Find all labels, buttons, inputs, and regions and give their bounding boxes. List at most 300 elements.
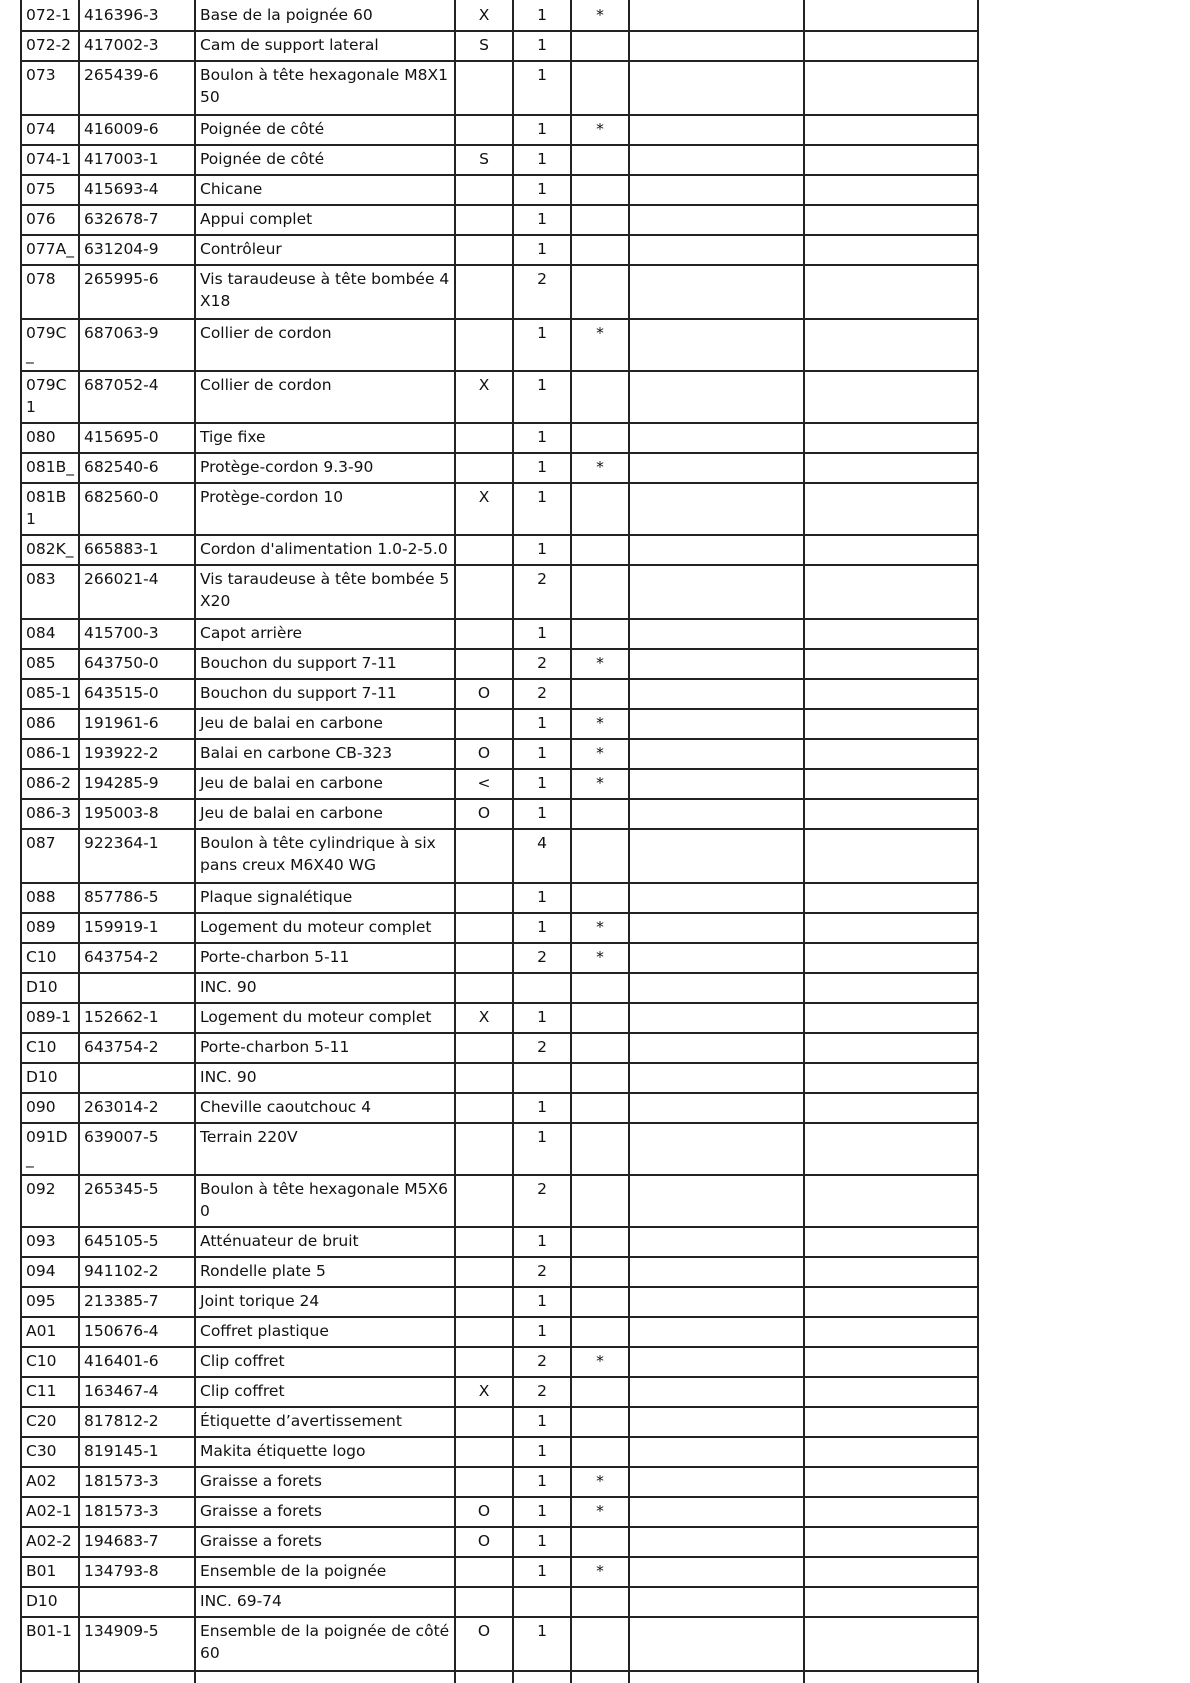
description-cell: Ensemble de la poignée: [195, 1557, 455, 1587]
item-number-cell: A02: [21, 1467, 79, 1497]
table-row: [21, 1227, 978, 1257]
part-number-cell: 817812-2: [79, 1407, 195, 1437]
part-number-cell: 194285-9: [79, 769, 195, 799]
marker-cell: *: [571, 709, 629, 739]
description-cell: Appui complet: [195, 205, 455, 235]
quantity-cell: 2: [513, 1175, 571, 1227]
table-row: [21, 115, 978, 145]
description-cell: Jeu de balai en carbone: [195, 769, 455, 799]
empty-cell: [804, 1527, 978, 1557]
empty-cell: [629, 739, 804, 769]
empty-cell: [629, 1003, 804, 1033]
quantity-cell: 1: [513, 1227, 571, 1257]
part-number-cell: 682560-0: [79, 483, 195, 535]
part-number-cell: 152662-1: [79, 1003, 195, 1033]
table-row: [21, 1617, 978, 1671]
empty-cell: [804, 145, 978, 175]
description-cell: Contrôleur: [195, 235, 455, 265]
part-number-cell: 193922-2: [79, 739, 195, 769]
empty-cell: [804, 973, 978, 1003]
description-cell: Boulon à tête hexagonale M5X60: [195, 1175, 455, 1227]
quantity-cell: 1: [513, 1467, 571, 1497]
quantity-cell: 1: [513, 769, 571, 799]
table-row: [21, 1407, 978, 1437]
option-code-cell: X: [455, 0, 513, 31]
empty-cell: [629, 1123, 804, 1175]
part-number-cell: 194683-7: [79, 1527, 195, 1557]
description-cell: Logement du moteur complet: [195, 913, 455, 943]
empty-cell: [804, 423, 978, 453]
table-row: [21, 1377, 978, 1407]
empty-cell: [804, 565, 978, 619]
part-number-cell: 643754-2: [79, 1033, 195, 1063]
empty-cell: [804, 1377, 978, 1407]
description-cell: Bouchon du support 7-11: [195, 649, 455, 679]
empty-cell: [804, 1063, 978, 1093]
empty-cell: [629, 679, 804, 709]
item-number-cell: C10: [21, 943, 79, 973]
description-cell: Ensemble de la poignée de côté 60: [195, 1617, 455, 1671]
part-number-cell: 416396-3: [79, 0, 195, 31]
table-row: [21, 319, 978, 371]
item-number-cell: 077A_: [21, 235, 79, 265]
table-row: [21, 943, 978, 973]
marker-cell: [571, 679, 629, 709]
description-cell: INC. 90: [195, 973, 455, 1003]
option-code-cell: [455, 205, 513, 235]
empty-cell: [804, 1093, 978, 1123]
part-number-cell: 150676-4: [79, 1317, 195, 1347]
description-cell: Jeu de balai en carbone: [195, 709, 455, 739]
description-cell: Graisse a forets: [195, 1527, 455, 1557]
item-number-cell: 082K_: [21, 535, 79, 565]
empty-cell: [629, 619, 804, 649]
part-number-cell: 645105-5: [79, 1227, 195, 1257]
empty-cell: [629, 1063, 804, 1093]
description-cell: Porte-charbon 5-11: [195, 943, 455, 973]
marker-cell: [571, 883, 629, 913]
empty-cell: [629, 31, 804, 61]
part-number-cell: 263014-2: [79, 1093, 195, 1123]
marker-cell: [571, 1063, 629, 1093]
option-code-cell: S: [455, 145, 513, 175]
quantity-cell: 1: [513, 0, 571, 31]
empty-cell: [629, 1617, 804, 1671]
option-code-cell: [455, 1227, 513, 1257]
option-code-cell: O: [455, 1497, 513, 1527]
table-row: [21, 619, 978, 649]
description-cell: Protège-cordon 10: [195, 483, 455, 535]
empty-cell: [804, 483, 978, 535]
empty-cell: [629, 175, 804, 205]
description-cell: Poignée de côté: [195, 145, 455, 175]
option-code-cell: [455, 565, 513, 619]
empty-cell: [629, 371, 804, 423]
marker-cell: [571, 1003, 629, 1033]
item-number-cell: 084: [21, 619, 79, 649]
part-number-cell: 922364-1: [79, 829, 195, 883]
option-code-cell: [455, 1557, 513, 1587]
part-number-cell: 163467-4: [79, 1377, 195, 1407]
empty-cell: [629, 235, 804, 265]
option-code-cell: O: [455, 1617, 513, 1671]
empty-cell: [804, 1671, 978, 1683]
part-number-cell: 134909-5: [79, 1617, 195, 1671]
marker-cell: *: [571, 1557, 629, 1587]
marker-cell: [571, 1407, 629, 1437]
empty-cell: [804, 1347, 978, 1377]
description-cell: Graisse a forets: [195, 1497, 455, 1527]
table-row: [21, 145, 978, 175]
table-row: [21, 423, 978, 453]
empty-cell: [804, 1123, 978, 1175]
option-code-cell: [455, 709, 513, 739]
empty-cell: [629, 883, 804, 913]
description-cell: Clip coffret: [195, 1377, 455, 1407]
quantity-cell: 1: [513, 1497, 571, 1527]
marker-cell: [571, 145, 629, 175]
item-number-cell: 088: [21, 883, 79, 913]
table-row: [21, 913, 978, 943]
option-code-cell: [455, 973, 513, 1003]
option-code-cell: [455, 649, 513, 679]
empty-cell: [629, 1287, 804, 1317]
empty-cell: [629, 1671, 804, 1683]
quantity-cell: 1: [513, 319, 571, 371]
description-cell: Jeu de balai en carbone: [195, 799, 455, 829]
quantity-cell: 1: [513, 709, 571, 739]
description-cell: Vis taraudeuse à tête bombée 5X20: [195, 565, 455, 619]
empty-cell: [804, 453, 978, 483]
marker-cell: [571, 1317, 629, 1347]
quantity-cell: 1: [513, 1527, 571, 1557]
empty-cell: [804, 799, 978, 829]
table-row: [21, 649, 978, 679]
marker-cell: [571, 1033, 629, 1063]
empty-cell: [804, 115, 978, 145]
description-cell: Protège-cordon 9.3-90: [195, 453, 455, 483]
description-cell: Boulon à tête cylindrique à six pans creux M6X40 WG: [195, 829, 455, 883]
empty-cell: [804, 319, 978, 371]
empty-cell: [804, 1617, 978, 1671]
empty-cell: [629, 1497, 804, 1527]
item-number-cell: 078: [21, 265, 79, 319]
empty-cell: [629, 1227, 804, 1257]
item-number-cell: C10: [21, 1347, 79, 1377]
marker-cell: *: [571, 769, 629, 799]
empty-cell: [804, 1557, 978, 1587]
option-code-cell: [455, 619, 513, 649]
empty-cell: [629, 61, 804, 115]
marker-cell: [571, 205, 629, 235]
item-number-cell: 086-2: [21, 769, 79, 799]
empty-cell: [629, 913, 804, 943]
part-number-cell: 417002-3: [79, 31, 195, 61]
quantity-cell: 1: [513, 1093, 571, 1123]
empty-cell: [195, 1671, 455, 1683]
empty-cell: [804, 883, 978, 913]
empty-cell: [629, 799, 804, 829]
item-number-cell: 073: [21, 61, 79, 115]
description-cell: Bouchon du support 7-11: [195, 679, 455, 709]
quantity-cell: 1: [513, 61, 571, 115]
table-row: [21, 1347, 978, 1377]
item-number-cell: 092: [21, 1175, 79, 1227]
quantity-cell: 1: [513, 31, 571, 61]
item-number-cell: B01: [21, 1557, 79, 1587]
item-number-cell: 079C1: [21, 371, 79, 423]
marker-cell: [571, 1227, 629, 1257]
parts-table-body: [21, 0, 978, 1683]
part-number-cell: 134793-8: [79, 1557, 195, 1587]
part-number-cell: 265439-6: [79, 61, 195, 115]
marker-cell: *: [571, 115, 629, 145]
marker-cell: [571, 619, 629, 649]
item-number-cell: 079C_: [21, 319, 79, 371]
marker-cell: [571, 1437, 629, 1467]
table-row: [21, 453, 978, 483]
part-number-cell: 416009-6: [79, 115, 195, 145]
item-number-cell: 091D_: [21, 1123, 79, 1175]
item-number-cell: 081B_: [21, 453, 79, 483]
quantity-cell: 1: [513, 1003, 571, 1033]
marker-cell: *: [571, 943, 629, 973]
part-number-cell: 191961-6: [79, 709, 195, 739]
marker-cell: *: [571, 319, 629, 371]
table-row: [21, 175, 978, 205]
quantity-cell: 1: [513, 1407, 571, 1437]
table-row: [21, 1003, 978, 1033]
part-number-cell: 181573-3: [79, 1467, 195, 1497]
quantity-cell: 2: [513, 943, 571, 973]
empty-cell: [629, 1317, 804, 1347]
marker-cell: [571, 535, 629, 565]
marker-cell: [571, 1587, 629, 1617]
table-row: [21, 1287, 978, 1317]
option-code-cell: [455, 115, 513, 145]
item-number-cell: 085: [21, 649, 79, 679]
description-cell: Capot arrière: [195, 619, 455, 649]
empty-cell: [629, 1437, 804, 1467]
item-number-cell: 095: [21, 1287, 79, 1317]
table-row: [21, 799, 978, 829]
marker-cell: [571, 1257, 629, 1287]
description-cell: Cordon d'alimentation 1.0-2-5.0: [195, 535, 455, 565]
marker-cell: [571, 371, 629, 423]
marker-cell: *: [571, 913, 629, 943]
table-row: [21, 1467, 978, 1497]
description-cell: Cheville caoutchouc 4: [195, 1093, 455, 1123]
quantity-cell: 1: [513, 739, 571, 769]
empty-cell: [804, 535, 978, 565]
table-row: [21, 709, 978, 739]
empty-cell: [804, 235, 978, 265]
quantity-cell: [513, 973, 571, 1003]
option-code-cell: O: [455, 679, 513, 709]
quantity-cell: 1: [513, 619, 571, 649]
empty-cell: [804, 205, 978, 235]
quantity-cell: 1: [513, 1557, 571, 1587]
part-number-cell: 643754-2: [79, 943, 195, 973]
empty-cell: [629, 319, 804, 371]
parts-list-page: [20, 0, 977, 1683]
quantity-cell: 1: [513, 423, 571, 453]
option-code-cell: [455, 175, 513, 205]
marker-cell: [571, 973, 629, 1003]
empty-cell: [629, 453, 804, 483]
option-code-cell: [455, 1317, 513, 1347]
option-code-cell: [455, 319, 513, 371]
empty-cell: [629, 649, 804, 679]
option-code-cell: [455, 1175, 513, 1227]
quantity-cell: 1: [513, 913, 571, 943]
option-code-cell: [455, 235, 513, 265]
table-row: [21, 0, 978, 31]
table-row: [21, 61, 978, 115]
table-row: [21, 1527, 978, 1557]
empty-cell: [629, 1175, 804, 1227]
part-number-cell: [79, 1587, 195, 1617]
quantity-cell: 1: [513, 453, 571, 483]
item-number-cell: 080: [21, 423, 79, 453]
quantity-cell: 1: [513, 371, 571, 423]
empty-cell: [804, 1257, 978, 1287]
description-cell: Terrain 220V: [195, 1123, 455, 1175]
part-number-cell: 417003-1: [79, 145, 195, 175]
item-number-cell: C11: [21, 1377, 79, 1407]
option-code-cell: [455, 1287, 513, 1317]
empty-cell: [629, 115, 804, 145]
empty-cell: [804, 1407, 978, 1437]
item-number-cell: C20: [21, 1407, 79, 1437]
marker-cell: [571, 175, 629, 205]
table-row: [21, 265, 978, 319]
empty-cell: [804, 679, 978, 709]
table-row: [21, 535, 978, 565]
table-row: [21, 1063, 978, 1093]
marker-cell: [571, 483, 629, 535]
empty-cell: [804, 1437, 978, 1467]
description-cell: Coffret plastique: [195, 1317, 455, 1347]
item-number-cell: 072-2: [21, 31, 79, 61]
empty-cell: [629, 145, 804, 175]
option-code-cell: O: [455, 799, 513, 829]
option-code-cell: [455, 453, 513, 483]
description-cell: Rondelle plate 5: [195, 1257, 455, 1287]
empty-cell: [804, 739, 978, 769]
description-cell: Clip coffret: [195, 1347, 455, 1377]
empty-cell: [629, 423, 804, 453]
part-number-cell: 639007-5: [79, 1123, 195, 1175]
part-number-cell: 632678-7: [79, 205, 195, 235]
empty-cell: [804, 769, 978, 799]
quantity-cell: 1: [513, 535, 571, 565]
table-row: [21, 1093, 978, 1123]
option-code-cell: [455, 883, 513, 913]
item-number-cell: 087: [21, 829, 79, 883]
option-code-cell: [455, 1347, 513, 1377]
quantity-cell: 1: [513, 483, 571, 535]
item-number-cell: 086-1: [21, 739, 79, 769]
part-number-cell: 687063-9: [79, 319, 195, 371]
table-row: [21, 1437, 978, 1467]
item-number-cell: 074: [21, 115, 79, 145]
item-number-cell: 086-3: [21, 799, 79, 829]
quantity-cell: 1: [513, 1317, 571, 1347]
empty-cell: [804, 1175, 978, 1227]
quantity-cell: 1: [513, 175, 571, 205]
empty-cell: [629, 1347, 804, 1377]
description-cell: Tige fixe: [195, 423, 455, 453]
empty-cell: [629, 829, 804, 883]
part-number-cell: 265995-6: [79, 265, 195, 319]
table-row: [21, 739, 978, 769]
empty-cell: [629, 565, 804, 619]
item-number-cell: 089: [21, 913, 79, 943]
empty-cell: [629, 1033, 804, 1063]
empty-cell: [629, 1587, 804, 1617]
table-row: [21, 1497, 978, 1527]
marker-cell: [571, 1527, 629, 1557]
marker-cell: [571, 31, 629, 61]
description-cell: Atténuateur de bruit: [195, 1227, 455, 1257]
empty-cell: [629, 1093, 804, 1123]
empty-cell: [804, 61, 978, 115]
option-code-cell: [455, 61, 513, 115]
description-cell: Graisse a forets: [195, 1467, 455, 1497]
table-row: [21, 1033, 978, 1063]
quantity-cell: 2: [513, 679, 571, 709]
option-code-cell: [455, 535, 513, 565]
quantity-cell: 2: [513, 1033, 571, 1063]
item-number-cell: D10: [21, 1587, 79, 1617]
empty-cell: [629, 1257, 804, 1287]
table-row: [21, 205, 978, 235]
item-number-cell: A02-2: [21, 1527, 79, 1557]
option-code-cell: [455, 1093, 513, 1123]
marker-cell: [571, 1287, 629, 1317]
option-code-cell: [455, 943, 513, 973]
quantity-cell: [513, 1063, 571, 1093]
marker-cell: [571, 799, 629, 829]
description-cell: Collier de cordon: [195, 371, 455, 423]
part-number-cell: 415693-4: [79, 175, 195, 205]
quantity-cell: 1: [513, 1287, 571, 1317]
table-row: [21, 1257, 978, 1287]
table-row: [21, 235, 978, 265]
option-code-cell: [455, 1033, 513, 1063]
empty-cell: [804, 265, 978, 319]
part-number-cell: 195003-8: [79, 799, 195, 829]
option-code-cell: [455, 1467, 513, 1497]
part-number-cell: 266021-4: [79, 565, 195, 619]
part-number-cell: 682540-6: [79, 453, 195, 483]
item-number-cell: B01-1: [21, 1617, 79, 1671]
option-code-cell: [455, 265, 513, 319]
marker-cell: [571, 265, 629, 319]
description-cell: Plaque signalétique: [195, 883, 455, 913]
quantity-cell: 2: [513, 565, 571, 619]
table-row: [21, 769, 978, 799]
table-row: [21, 973, 978, 1003]
empty-cell: [804, 1467, 978, 1497]
description-cell: Étiquette d’avertissement: [195, 1407, 455, 1437]
empty-cell: [804, 0, 978, 31]
option-code-cell: X: [455, 1377, 513, 1407]
item-number-cell: 086: [21, 709, 79, 739]
table-row: [21, 679, 978, 709]
marker-cell: [571, 61, 629, 115]
